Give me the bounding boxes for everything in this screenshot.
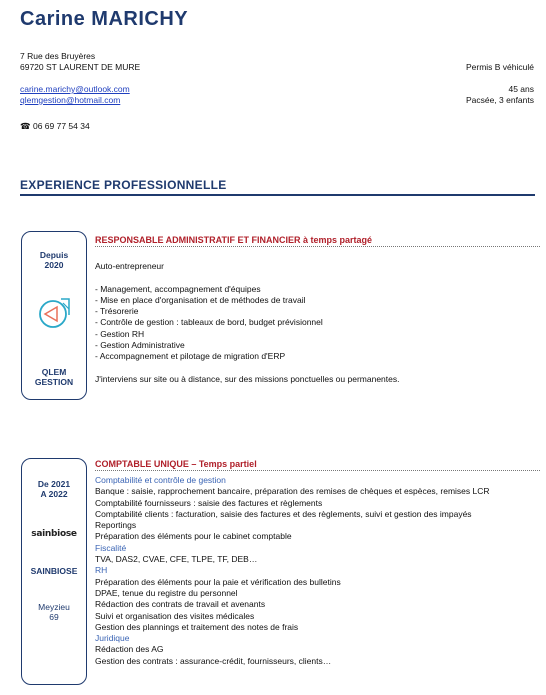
sainbiose-logo: sainbiose [31,529,77,539]
job-card-sainbiose [21,458,87,685]
duty-line: Reportings [95,520,137,531]
duty-line: Gestion des plannings et traitement des notes de frais [95,621,299,632]
duty-line: Préparation des éléments pour le cabinet comptable [95,531,292,542]
bullet-item: - Mise en place d'organisation et de méthodes de travail [95,294,306,305]
company-line-1: QLEM [41,367,67,377]
duty-line: Comptabilité et contrôle de gestion [95,475,226,485]
duty-line: RH [95,565,108,576]
address-block [20,51,140,73]
bullet-item: - Accompagnement et pilotage de migration d'ERP [95,351,286,362]
bullet-item: - Gestion Administrative [95,340,185,351]
email-link-2[interactable]: qlemgestion@hotmail.com [20,95,121,105]
job-period [22,250,86,270]
period-start: De 2021 [37,479,71,489]
duty-line: Juridique [95,633,130,644]
job-description-qlem [95,261,540,385]
bullet-item: - Gestion RH [95,328,145,339]
period-start: Depuis [39,250,69,260]
duty-line: Banque : saisie, rapprochement bancaire, préparation des remises de chèques et espèces, remises LCR [95,486,490,497]
period-end: A 2022 [40,489,68,499]
duty-line: Comptabilité fournisseurs : saisie des factures et règlements [95,497,323,508]
duty-line: Gestion des contrats : assurance-crédit, fournisseurs, clients… [95,655,332,666]
period-end: 2020 [44,260,64,270]
phone-line [20,121,90,132]
email-link-1[interactable]: carine.marichy@outlook.com [20,84,130,94]
age-text: 45 ans [508,84,534,94]
job-description-sainbiose [95,475,540,667]
job-title-sainbiose: COMPTABLE UNIQUE – Temps partiel [95,459,540,471]
job-period [22,479,86,499]
bullet-item: - Trésorerie [95,306,139,317]
personal-info [466,84,534,106]
address-line-1: 7 Rue des Bruyères [20,51,96,61]
section-title-experience: EXPERIENCE PROFESSIONNELLE [20,178,535,196]
company-line-2: GESTION [34,377,74,387]
qlem-logo-icon [35,295,73,331]
bullet-item: - Contrôle de gestion : tableaux de bord, budget prévisionnel [95,317,323,328]
location-department: 69 [49,612,59,622]
job-card-qlem [21,231,87,400]
job-location [22,602,86,622]
job-title-qlem: RESPONSABLE ADMINISTRATIF ET FINANCIER à temps partagé [95,235,540,247]
family-status-text: Pacsée, 3 enfants [465,95,534,105]
duty-line: Suivi et organisation des visites médicales [95,610,255,621]
duty-line: Rédaction des contrats de travail et avenants [95,599,266,610]
address-line-2: 69720 ST LAURENT DE MURE [20,62,141,72]
duty-line: Préparation des éléments pour la paie et vérification des bulletins [95,576,341,587]
company-name [22,367,86,387]
phone-icon: ☎ [20,121,31,131]
email-block [20,84,130,106]
job-status: Auto-entrepreneur [95,261,164,271]
duty-line: TVA, DAS2, CVAE, CFE, TLPE, TF, DEB… [95,554,258,565]
duty-line: Fiscalité [95,542,127,553]
location-city: Meyzieu [38,602,70,612]
duty-line: Rédaction des AG [95,644,164,655]
bullet-item: - Management, accompagnement d'équipes [95,283,261,294]
duty-line: Comptabilité clients : facturation, saisie des factures et des règlements, suivi et gestion des impayés [95,508,472,519]
candidate-name: Carine MARICHY [20,8,189,30]
company-name: SAINBIOSE [30,566,78,576]
job-note: J'interviens sur site ou à distance, sur des missions ponctuelles ou permanentes. [95,373,400,384]
duty-line: DPAE, tenue du registre du personnel [95,587,238,598]
permit-info: Permis B véhiculé [465,62,534,72]
phone-number: 06 69 77 54 34 [32,121,90,131]
